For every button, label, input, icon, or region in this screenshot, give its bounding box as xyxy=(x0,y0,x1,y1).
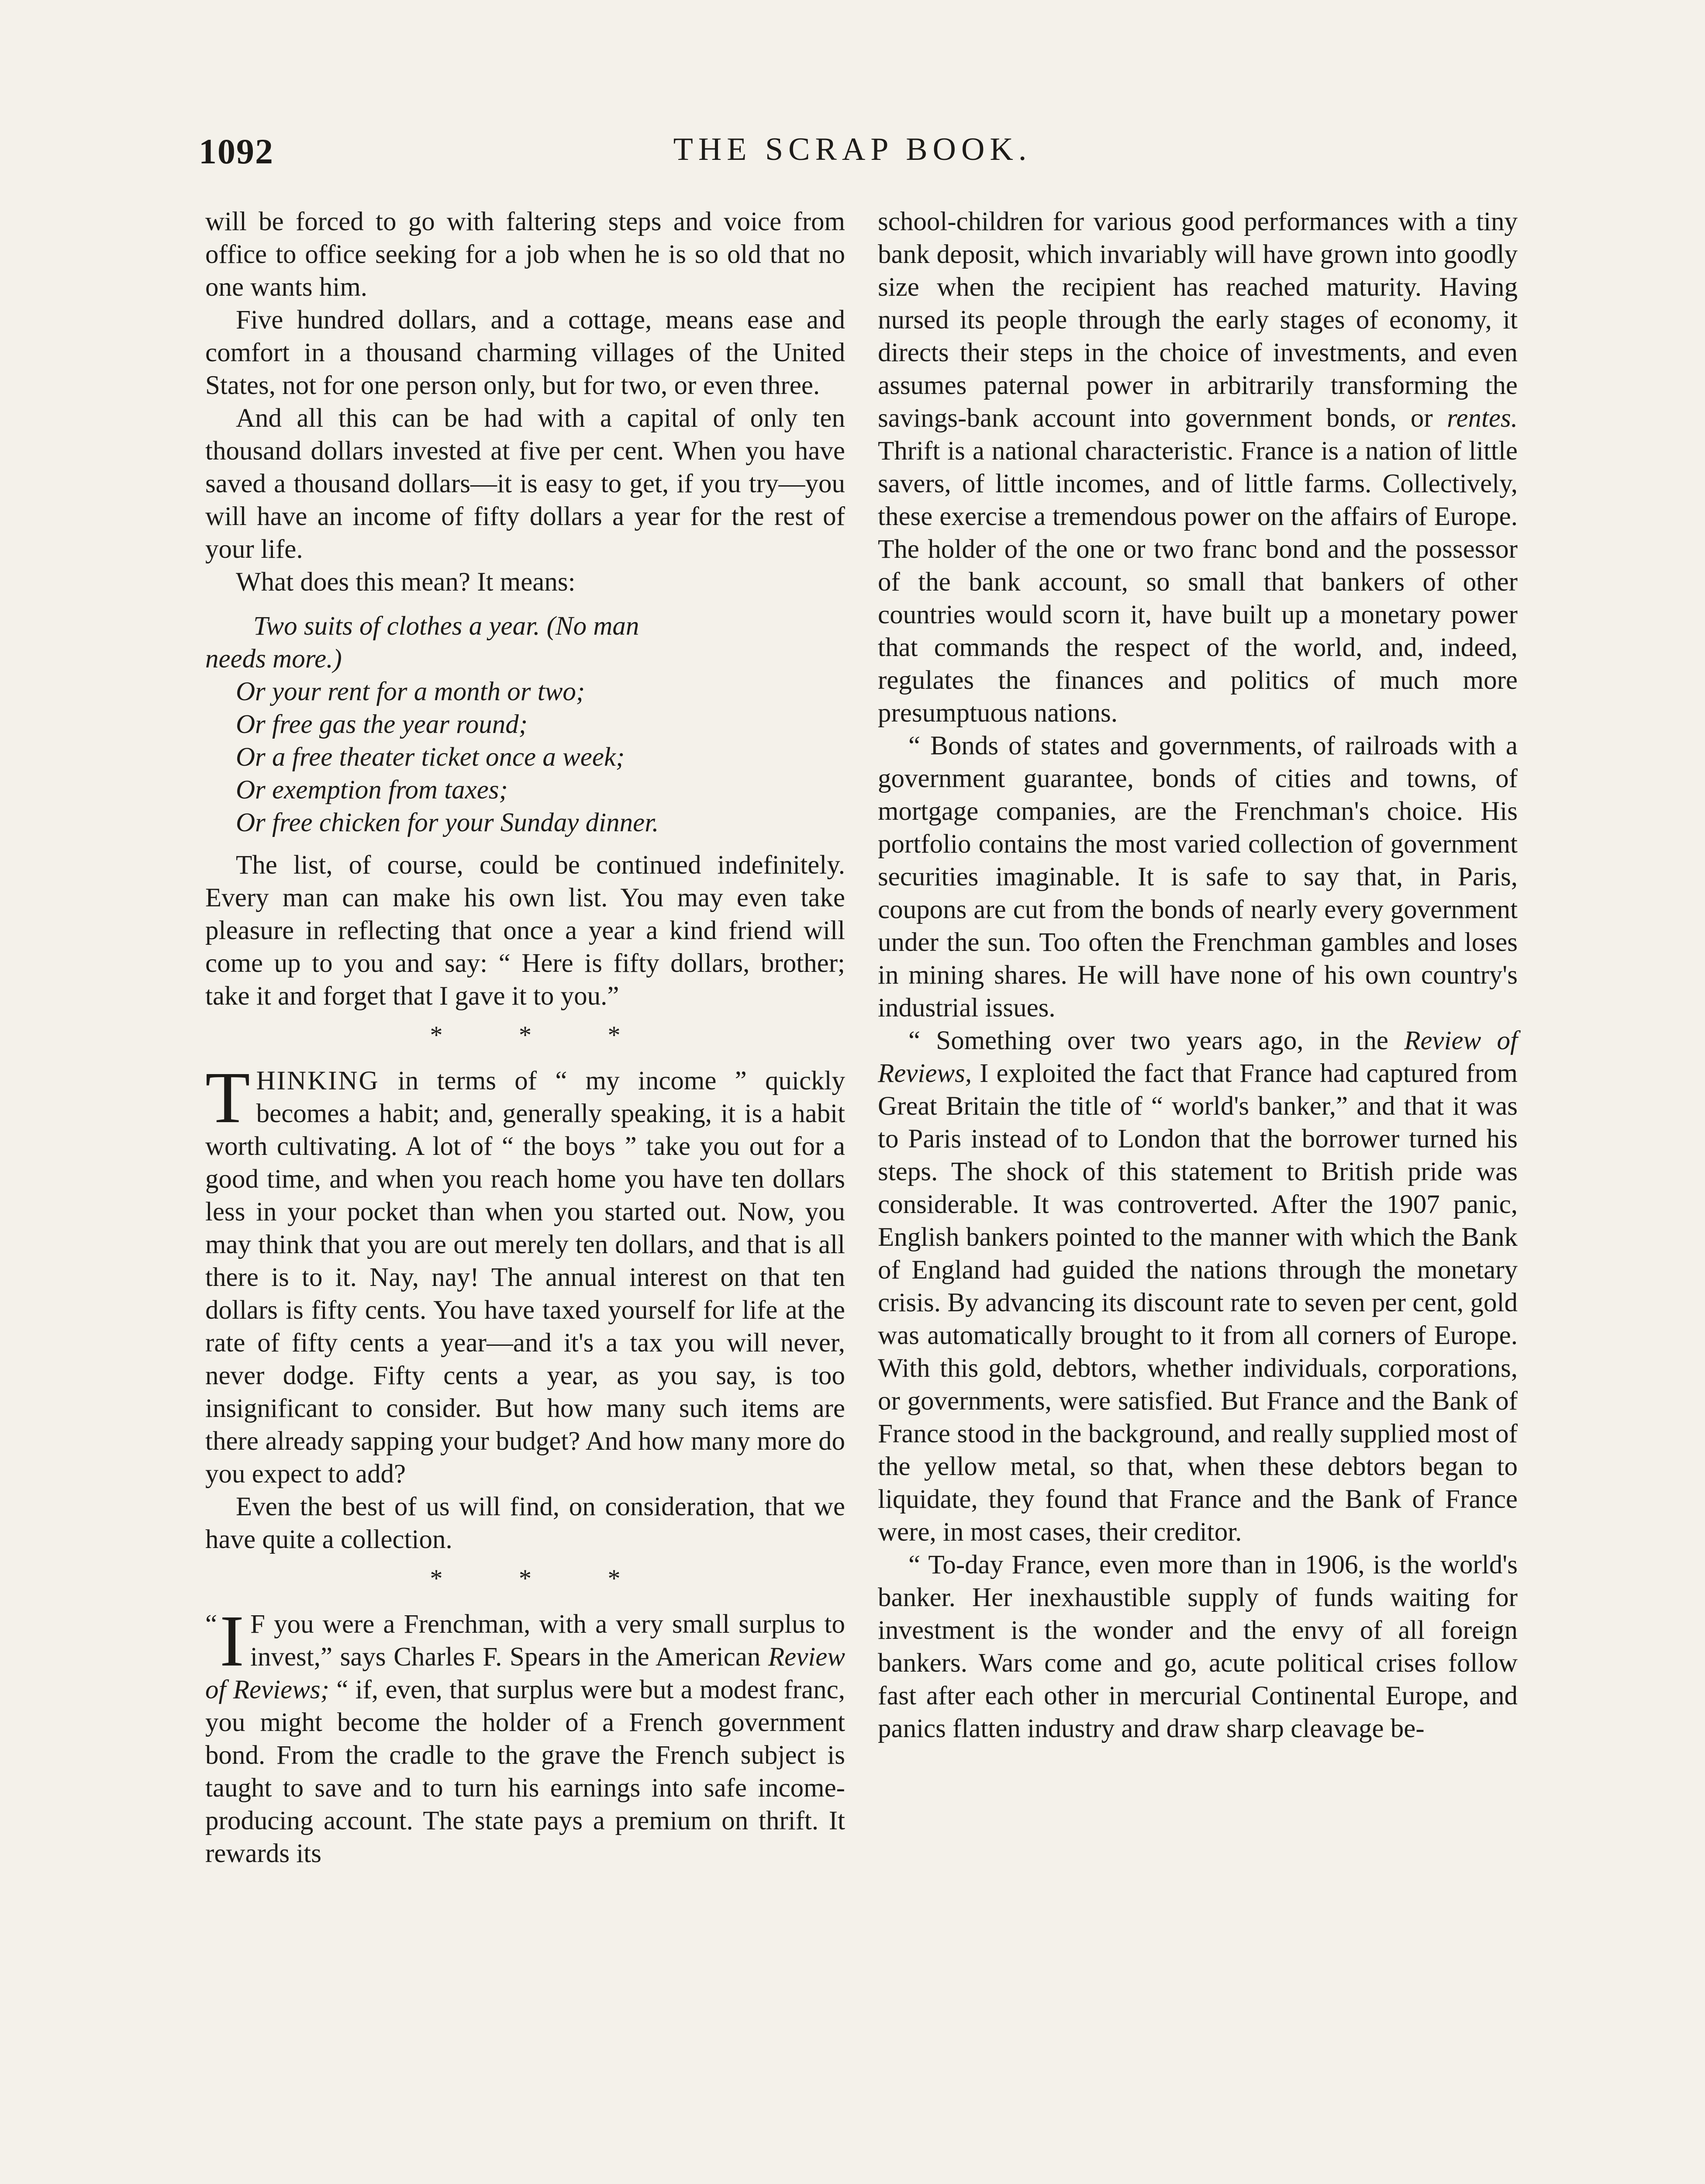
lead-word: HINKING xyxy=(256,1066,380,1095)
italic-term: rentes. xyxy=(1446,404,1518,433)
left-column xyxy=(205,205,845,1870)
verse-line: Or exemption from taxes; xyxy=(236,775,508,805)
paragraph-text: school-children for various good performances with a tiny bank deposit, which invariably will have grown into goodly size when the recipient has reached maturity. Having nursed its people through the early stages of economy, it directs their steps in the choice of investments, and even assumes paternal power in arbitrarily transforming the savings-bank account into government bonds, or xyxy=(878,207,1518,433)
section-divider: * * * xyxy=(430,1564,656,1593)
paragraph-text: “ if, even, that surplus were but a modest franc, you might become the holder of a French government bond. From the cradle to the grave the French subject is taught to save and to turn his earnings into safe income-producing account. The state pays a premium on thrift. It rewards its xyxy=(205,1675,846,1868)
paragraph-frenchman xyxy=(205,1600,846,1870)
verse-line: Two suits of clothes a year. (No man xyxy=(253,612,639,641)
paragraph: Five hundred dollars, and a cottage, means ease and comfort in a thousand charming villages of the United States, not for one person only, but for two, or even three. xyxy=(205,305,845,400)
paragraph: “ To-day France, even more than in 1906, is the world's banker. Her inexhaustible supply of funds waiting for investment is the wonder and the envy of all foreign bankers. Wars come and go, acute political crises follow fast after each other in mercurial Continental Europe, and panics flatten industry and draw sharp cleavage be- xyxy=(878,1550,1518,1743)
verse-line: Or a free theater ticket once a week; xyxy=(236,743,625,772)
verse-line: Or free chicken for your Sunday dinner. xyxy=(236,808,659,837)
italic-title: Review of Reviews, xyxy=(878,1026,1518,1088)
paragraph xyxy=(878,205,1518,729)
paragraph-text: F you were a Frenchman, with a very small surplus to invest,” says Charles F. Spears in the American xyxy=(250,1610,845,1672)
paragraph: Even the best of us will find, on consideration, that we have quite a collection. xyxy=(205,1492,845,1554)
drop-cap: T xyxy=(205,1057,250,1138)
italic-title: Review of Reviews; xyxy=(205,1642,845,1704)
open-quote: “ xyxy=(205,1610,217,1639)
paragraph-text: “ Something over two years ago, in the xyxy=(908,1026,1405,1055)
right-column xyxy=(878,205,1518,1745)
paragraph: The list, of course, could be continued indefinitely. Every man can make his own list. You may even take pleasure in reflecting that once a year a kind friend will come up to you and say: “ Here is fifty dollars, brother; take it and forget that I gave it to you.” xyxy=(205,850,845,1011)
paragraph xyxy=(878,1024,1518,1548)
paragraph-text: Thrift is a national characteristic. France is a nation of little savers, of little incomes, and of little farms. Collectively, these exercise a tremendous power on the affairs of Europe. The holder of the one or two franc bond and the possessor of the bank account, so small that bankers of other countries would scorn it, have built up a monetary power that commands the respect of the world, and, indeed, regulates the finances and politics of much more presumptuous nations. xyxy=(878,436,1518,728)
verse-block xyxy=(205,610,845,839)
verse-line: Or free gas the year round; xyxy=(236,710,528,739)
page-number: 1092 xyxy=(199,131,274,171)
paragraph: will be forced to go with faltering steps and voice from office to office seeking for a job when he is so old that no one wants him. xyxy=(205,207,845,302)
paragraph: What does this mean? It means: xyxy=(236,567,576,597)
running-head: THE SCRAP BOOK. xyxy=(673,131,1032,167)
paragraph: “ Bonds of states and governments, of railroads with a government guarantee, bonds of cities and towns, of mortgage companies, are the Frenchman's choice. His portfolio contains the most varied collection of government securities imaginable. It is safe to say that, in Paris, coupons are cut from the bonds of nearly every government under the sun. Too often the Frenchman gambles and loses in mining shares. He will have none of his own country's industrial issues. xyxy=(878,731,1518,1023)
paragraph: And all this can be had with a capital of only ten thousand dollars invested at five per cent. When you have saved a thousand dollars—it is easy to get, if you try—you will have an income of fifty dollars a year for the rest of your life. xyxy=(205,404,845,564)
verse-line: needs more.) xyxy=(205,644,342,674)
paragraph-text: in terms of “ my income ” quickly becomes a habit; and, generally speaking, it is a habit worth cultivating. A lot of “ the boys ” take you out for a good time, and when you reach home you have ten dollars less in your pocket than when you started out. Now, you may think that you are out merely ten dollars, and that is all there is to it. Nay, nay! The annual interest on that ten dollars is fifty cents. You have taxed yourself for life at the rate of fifty cents a year—and it's a tax you will never, never dodge. Fifty cents a year, as you say, is too insignificant to consider. But how many such items are there already sapping your budget? And how many more do you expect to add? xyxy=(205,1066,845,1489)
section-divider: * * * xyxy=(430,1021,656,1049)
paragraph-text: I exploited the fact that France had captured from Great Britain the title of “ world's banker,” and that it was to Paris instead of to London that the borrower turned his steps. The shock of this statement to British pride was considerable. It was controverted. After the 1907 panic, English bankers pointed to the manner with which the Bank of England had guided the nations through the monetary crisis. By advancing its discount rate to seven per cent, gold was automatically brought to it from all corners of Europe. With this gold, debtors, whether individuals, corporations, or governments, were satisfied. But France and the Bank of France stood in the background, and really supplied most of the yellow metal, so that, when these debtors began to liquidate, they found that France and the Bank of France were, in most cases, their creditor. xyxy=(878,1059,1518,1547)
drop-cap: I xyxy=(220,1600,245,1682)
paragraph-thinking xyxy=(205,1057,845,1490)
verse-line: Or your rent for a month or two; xyxy=(236,677,585,706)
